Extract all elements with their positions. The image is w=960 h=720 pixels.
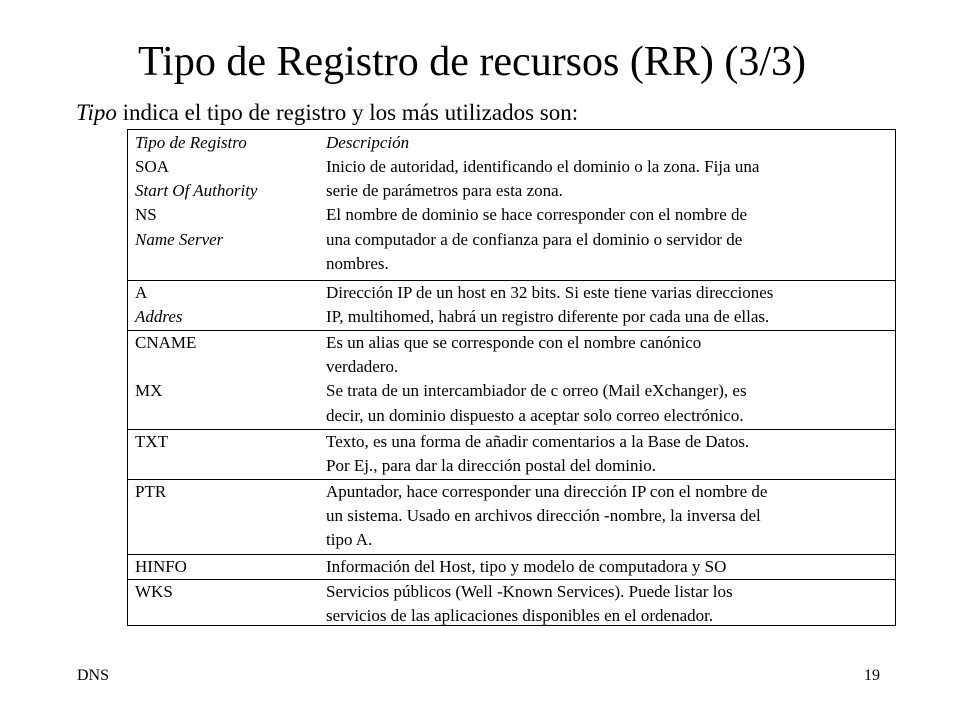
intro-term: Tipo bbox=[76, 100, 117, 125]
table-row bbox=[128, 504, 895, 528]
record-type: Addres bbox=[135, 307, 183, 327]
slide-title: Tipo de Registro de recursos (RR) (3/3) bbox=[137, 39, 807, 85]
page-number: 19 bbox=[864, 667, 880, 684]
record-description: Se trata de un intercambiador de c orreo (Mail eXchanger), es bbox=[326, 381, 747, 401]
record-type: A bbox=[135, 283, 148, 302]
footer-section: DNS bbox=[77, 667, 110, 684]
record-description: Inicio de autoridad, identificando el dominio o la zona. Fija una bbox=[326, 157, 760, 176]
table-row bbox=[128, 604, 895, 628]
table-row bbox=[128, 454, 895, 478]
record-description: un sistema. Usado en archivos dirección -nombre, la inversa del bbox=[326, 506, 761, 526]
record-group bbox=[128, 429, 895, 478]
intro-text bbox=[76, 98, 578, 128]
record-type: TXT bbox=[135, 432, 169, 451]
record-description: tipo A. bbox=[326, 530, 373, 550]
record-description: serie de parámetros para esta zona. bbox=[326, 181, 563, 201]
record-type: Start Of Authority bbox=[135, 181, 258, 201]
table-row bbox=[128, 179, 895, 203]
table-row bbox=[128, 580, 895, 604]
record-group bbox=[128, 554, 895, 579]
record-description: Texto, es una forma de añadir comentarios a la Base de Datos. bbox=[326, 432, 750, 451]
record-description: Es un alias que se corresponde con el nombre canónico bbox=[326, 333, 702, 352]
record-type: CNAME bbox=[135, 333, 197, 352]
header-type: Tipo de Registro bbox=[135, 133, 247, 152]
table-row bbox=[128, 155, 895, 179]
record-description: Dirección IP de un host en 32 bits. Si este tiene varias direcciones bbox=[326, 283, 774, 302]
record-description: una computador a de confianza para el dominio o servidor de bbox=[326, 229, 743, 249]
table-row bbox=[128, 228, 895, 252]
table-row bbox=[128, 355, 895, 379]
table-row bbox=[128, 480, 895, 504]
record-type: MX bbox=[135, 381, 163, 401]
record-description: decir, un dominio dispuesto a aceptar solo correo electrónico. bbox=[326, 405, 744, 425]
record-group bbox=[128, 330, 895, 428]
record-description: verdadero. bbox=[326, 357, 399, 377]
record-description: El nombre de dominio se hace corresponder con el nombre de bbox=[326, 205, 748, 225]
table-header bbox=[128, 132, 895, 154]
table-row bbox=[128, 331, 895, 355]
record-type: NS bbox=[135, 205, 157, 225]
record-group bbox=[128, 280, 895, 329]
rr-table bbox=[127, 129, 896, 626]
record-description: IP, multihomed, habrá un registro diferente por cada una de ellas. bbox=[326, 307, 770, 327]
record-type: Name Server bbox=[135, 229, 224, 249]
intro-body: indica el tipo de registro y los más utilizados son: bbox=[116, 100, 579, 125]
record-type: SOA bbox=[135, 157, 170, 176]
record-description: Apuntador, hace corresponder una dirección IP con el nombre de bbox=[326, 482, 768, 501]
record-group bbox=[128, 479, 895, 553]
table-row bbox=[128, 281, 895, 305]
record-description: Por Ej., para dar la dirección postal del dominio. bbox=[326, 456, 656, 476]
table-row bbox=[128, 528, 895, 552]
table-row bbox=[128, 379, 895, 403]
table-row bbox=[128, 404, 895, 428]
table-row bbox=[128, 252, 895, 276]
table-row bbox=[128, 555, 895, 579]
table-row bbox=[128, 430, 895, 454]
record-description: servicios de las aplicaciones disponibles en el ordenador. bbox=[326, 606, 714, 626]
record-type: WKS bbox=[135, 582, 173, 601]
record-type: PTR bbox=[135, 482, 167, 501]
header-description: Descripción bbox=[326, 133, 410, 152]
table-row bbox=[128, 203, 895, 227]
record-group bbox=[128, 155, 895, 276]
table-row bbox=[128, 305, 895, 329]
record-description: Servicios públicos (Well -Known Services). Puede listar los bbox=[326, 582, 733, 601]
record-type: HINFO bbox=[135, 557, 187, 576]
record-description: Información del Host, tipo y modelo de computadora y SO bbox=[326, 557, 727, 576]
record-description: nombres. bbox=[326, 253, 389, 273]
record-group bbox=[128, 579, 895, 628]
